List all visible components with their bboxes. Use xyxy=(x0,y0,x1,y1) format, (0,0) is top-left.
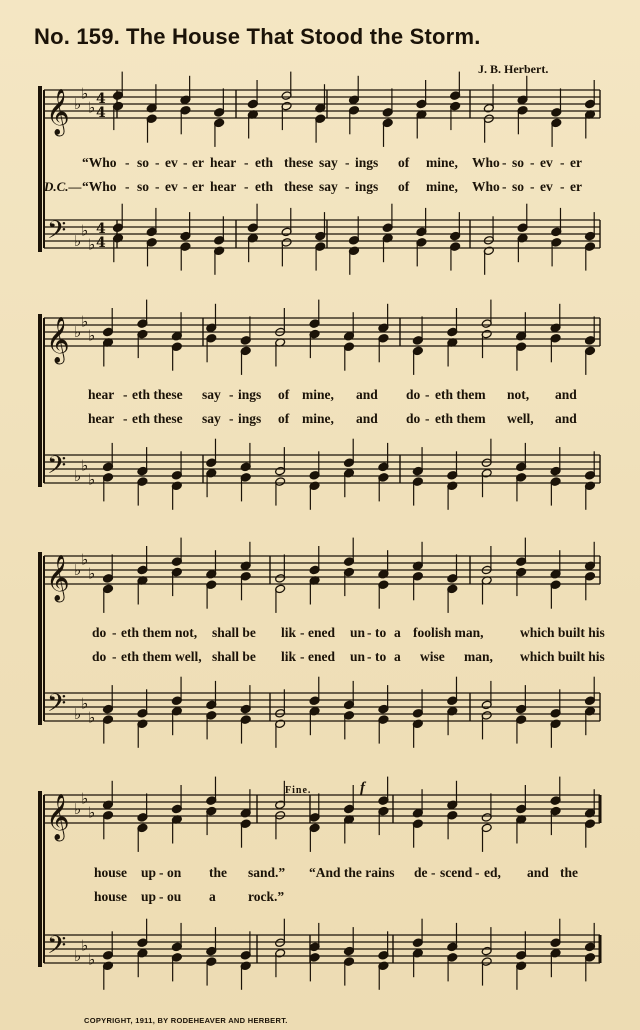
lyric-syllable: of xyxy=(278,387,290,402)
lyric-syllable: well, xyxy=(507,411,534,426)
lyric-syllable: say xyxy=(202,387,221,402)
lyric-syllable: up xyxy=(141,865,157,880)
lyric-hyphen: - xyxy=(155,155,160,170)
lyric-hyphen: - xyxy=(367,625,372,640)
lyric-syllable: “Who xyxy=(82,179,117,194)
flat-icon: ♭ xyxy=(88,470,96,489)
forte-dynamic: f xyxy=(360,780,365,796)
lyric-syllable: de xyxy=(414,865,428,880)
lyric-syllable: hear xyxy=(210,179,237,194)
flat-icon: ♭ xyxy=(74,323,82,341)
lyric-syllable: which built his xyxy=(520,625,605,640)
lyric-syllable: not, xyxy=(507,387,530,402)
lyric-hyphen: - xyxy=(183,155,188,170)
flat-icon: ♭ xyxy=(74,95,82,113)
lyric-hyphen: - xyxy=(530,155,535,170)
flat-icon: ♭ xyxy=(88,803,96,822)
lyric-hyphen: - xyxy=(229,411,234,426)
lyric-syllable: ev xyxy=(165,155,178,170)
lyric-hyphen: - xyxy=(183,179,188,194)
flat-icon: ♭ xyxy=(81,694,89,713)
lyric-syllable: and xyxy=(555,387,577,402)
lyric-syllable: ings xyxy=(355,155,379,170)
lyric-syllable: eth xyxy=(255,179,273,194)
lyric-hyphen: - xyxy=(502,179,507,194)
flat-icon: ♭ xyxy=(88,950,96,969)
lyric-syllable: er xyxy=(192,179,204,194)
lyric-syllable: “Who xyxy=(82,155,117,170)
lyric-syllable: do xyxy=(406,387,421,402)
lyric-syllable: eth xyxy=(255,155,273,170)
lyric-syllable: eth them not, xyxy=(121,625,198,640)
lyric-syllable: and xyxy=(356,387,378,402)
lyric-hyphen: - xyxy=(425,387,430,402)
flat-icon: ♭ xyxy=(74,232,82,250)
lyric-syllable: Who xyxy=(472,155,500,170)
lyric-hyphen: - xyxy=(155,179,160,194)
lyric-syllable: house xyxy=(94,865,128,880)
lyric-hyphen: - xyxy=(560,155,565,170)
lyric-syllable: so xyxy=(512,179,525,194)
flat-icon: ♭ xyxy=(74,467,82,485)
lyric-syllable: a xyxy=(209,889,216,904)
treble-clef-icon: 𝄞 xyxy=(46,794,70,840)
lyric-syllable: do xyxy=(92,625,107,640)
lyric-syllable: un xyxy=(350,625,366,640)
flat-icon: ♭ xyxy=(81,936,89,955)
lyric-syllable: the xyxy=(560,865,578,880)
lyric-hyphen: - xyxy=(125,155,130,170)
lyric-syllable: ev xyxy=(540,179,553,194)
lyric-syllable: these xyxy=(284,155,314,170)
lyric-syllable: hear xyxy=(88,387,115,402)
lyric-syllable: so xyxy=(137,179,150,194)
lyric-syllable: un xyxy=(350,649,366,664)
lyric-syllable: man, xyxy=(464,649,493,664)
flat-icon: ♭ xyxy=(88,326,96,345)
lyric-syllable: ings xyxy=(355,179,379,194)
flat-icon: ♭ xyxy=(81,221,89,240)
lyric-hyphen: - xyxy=(112,649,117,664)
lyric-syllable: and xyxy=(555,411,577,426)
flat-icon: ♭ xyxy=(88,235,96,254)
lyric-syllable: eth them xyxy=(435,411,486,426)
treble-clef-icon: 𝄞 xyxy=(46,89,70,135)
time-signature: 4 xyxy=(96,91,106,107)
lyric-hyphen: - xyxy=(345,179,350,194)
lyric-syllable: so xyxy=(137,155,150,170)
lyric-syllable: eth these xyxy=(132,387,183,402)
lyric-syllable: lik xyxy=(281,649,297,664)
lyric-syllable: and xyxy=(356,411,378,426)
lyric-hyphen: - xyxy=(300,625,305,640)
lyric-syllable: ou xyxy=(167,889,182,904)
time-signature: 4 xyxy=(96,235,106,251)
flat-icon: ♭ xyxy=(74,561,82,579)
lyric-syllable: say xyxy=(319,179,338,194)
lyric-hyphen: - xyxy=(367,649,372,664)
lyric-syllable: and xyxy=(527,865,549,880)
lyric-hyphen: - xyxy=(123,411,128,426)
lyric-syllable: a xyxy=(394,649,401,664)
lyric-syllable: lik xyxy=(281,625,297,640)
lyric-syllable: ev xyxy=(165,179,178,194)
lyric-syllable: say xyxy=(319,155,338,170)
lyric-syllable: a xyxy=(394,625,401,640)
lyric-syllable: ened xyxy=(308,649,335,664)
lyric-hyphen: - xyxy=(345,155,350,170)
lyric-syllable: er xyxy=(570,179,582,194)
lyric-syllable: do xyxy=(406,411,421,426)
flat-icon: ♭ xyxy=(74,705,82,723)
lyric-hyphen: - xyxy=(229,387,234,402)
lyric-syllable: these xyxy=(284,179,314,194)
time-signature: 4 xyxy=(96,105,106,121)
lyric-syllable: er xyxy=(570,155,582,170)
time-signature: 4 xyxy=(96,221,106,237)
lyric-syllable: of xyxy=(398,179,410,194)
bass-clef-icon: 𝄢 xyxy=(47,931,67,966)
dc-marking: D.C.— xyxy=(44,179,82,194)
hymn-number: No. 159. xyxy=(34,24,120,49)
bass-clef-icon: 𝄢 xyxy=(47,451,67,486)
lyric-hyphen: - xyxy=(112,625,117,640)
lyric-hyphen: - xyxy=(431,865,436,880)
lyric-syllable: on xyxy=(167,865,182,880)
lyric-hyphen: - xyxy=(425,411,430,426)
lyric-syllable: up xyxy=(141,889,157,904)
lyric-syllable: of xyxy=(398,155,410,170)
lyric-syllable: hear xyxy=(210,155,237,170)
lyric-syllable: so xyxy=(512,155,525,170)
lyric-syllable: to xyxy=(375,625,387,640)
lyric-syllable: to xyxy=(375,649,387,664)
lyric-syllable: mine, xyxy=(426,179,458,194)
lyric-syllable: ings xyxy=(238,411,262,426)
lyric-syllable: “And the rains xyxy=(309,865,395,880)
copyright-notice: COPYRIGHT, 1911, BY RODEHEAVER AND HERBERT. xyxy=(84,1016,288,1025)
lyric-syllable: which built his xyxy=(520,649,605,664)
lyric-syllable: mine, xyxy=(426,155,458,170)
lyric-syllable: of xyxy=(278,411,290,426)
lyric-hyphen: - xyxy=(159,889,164,904)
fine-marking: Fine. xyxy=(285,785,312,796)
flat-icon: ♭ xyxy=(74,947,82,965)
flat-icon: ♭ xyxy=(81,789,89,808)
lyric-hyphen: - xyxy=(560,179,565,194)
flat-icon: ♭ xyxy=(74,800,82,818)
lyric-syllable: ev xyxy=(540,155,553,170)
lyric-syllable: shall be xyxy=(212,625,256,640)
lyric-hyphen: - xyxy=(159,865,164,880)
lyric-syllable: eth them well, xyxy=(121,649,202,664)
lyric-syllable: ings xyxy=(238,387,262,402)
lyric-syllable: say xyxy=(202,411,221,426)
hymn-title: The House That Stood the Storm. xyxy=(125,24,481,49)
lyric-hyphen: - xyxy=(123,387,128,402)
lyric-hyphen: - xyxy=(125,179,130,194)
flat-icon: ♭ xyxy=(81,312,89,331)
lyric-syllable: mine, xyxy=(302,387,334,402)
flat-icon: ♭ xyxy=(88,708,96,727)
lyric-syllable: shall be xyxy=(212,649,256,664)
lyric-hyphen: - xyxy=(244,155,249,170)
lyric-syllable: ed, xyxy=(484,865,501,880)
flat-icon: ♭ xyxy=(81,550,89,569)
treble-clef-icon: 𝄞 xyxy=(46,317,70,363)
flat-icon: ♭ xyxy=(88,564,96,583)
lyric-syllable: house xyxy=(94,889,128,904)
lyric-hyphen: - xyxy=(502,155,507,170)
lyric-syllable: sand.” xyxy=(248,865,286,880)
flat-icon: ♭ xyxy=(81,84,89,103)
bass-clef-icon: 𝄢 xyxy=(47,689,67,724)
lyric-syllable: the xyxy=(209,865,227,880)
lyric-syllable: rock.” xyxy=(248,889,285,904)
bass-clef-icon: 𝄢 xyxy=(47,216,67,251)
lyric-syllable: hear xyxy=(88,411,115,426)
flat-icon: ♭ xyxy=(88,98,96,117)
lyric-syllable: scend xyxy=(440,865,473,880)
composer-credit: J. B. Herbert. xyxy=(478,62,549,76)
flat-icon: ♭ xyxy=(81,456,89,475)
lyric-hyphen: - xyxy=(475,865,480,880)
lyric-hyphen: - xyxy=(530,179,535,194)
lyric-syllable: eth these xyxy=(132,411,183,426)
lyric-syllable: Who xyxy=(472,179,500,194)
lyric-syllable: eth them xyxy=(435,387,486,402)
lyric-syllable: foolish man, xyxy=(413,625,484,640)
treble-clef-icon: 𝄞 xyxy=(46,555,70,601)
lyric-syllable: do xyxy=(92,649,107,664)
lyric-syllable: mine, xyxy=(302,411,334,426)
lyric-syllable: er xyxy=(192,155,204,170)
lyric-syllable: ened xyxy=(308,625,335,640)
lyric-hyphen: - xyxy=(300,649,305,664)
lyric-hyphen: - xyxy=(244,179,249,194)
lyric-syllable: wise xyxy=(420,649,445,664)
